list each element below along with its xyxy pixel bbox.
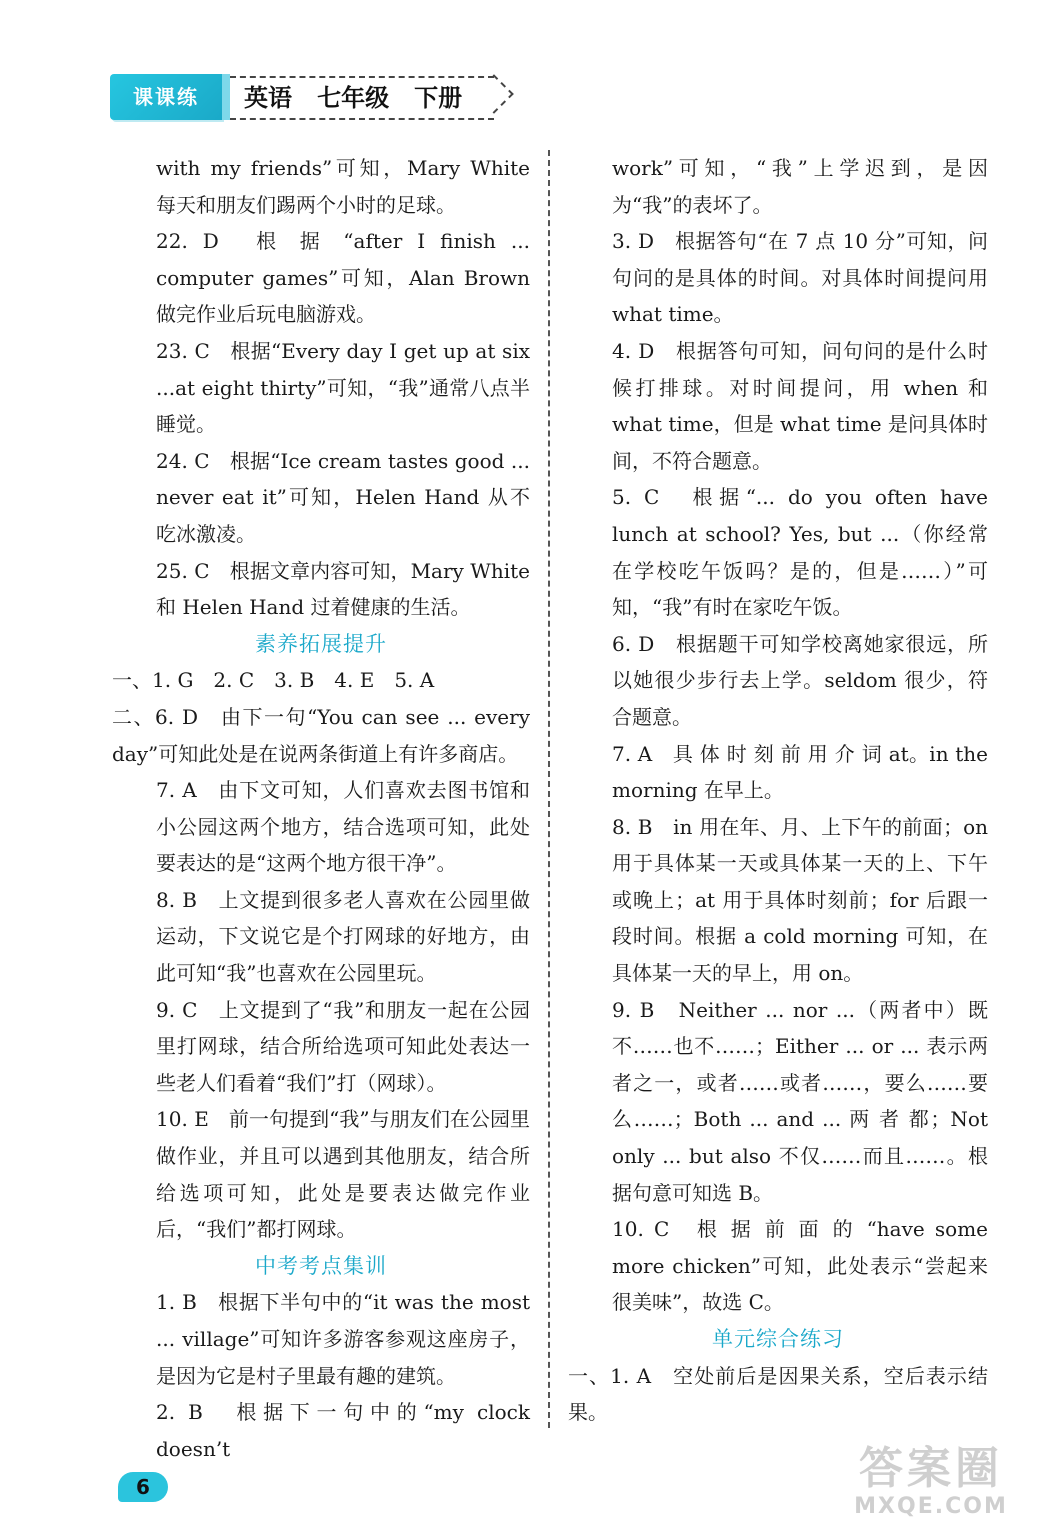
answer-paragraph: 1. B 根据下半句中的“it was the most ... village”可知许多游客参观这座房子，是因为它是村子里最有趣的建筑。 xyxy=(156,1290,530,1388)
left-column xyxy=(112,150,530,1467)
answer-paragraph: 4. D 根据答句可知，问句问的是什么时候打排球。对时间提问，用 when 和 what time，但是 what time 是问具体时间，不符合题意。 xyxy=(612,338,988,473)
section-heading: 素养拓展提升 xyxy=(255,631,387,656)
right-column xyxy=(568,150,988,1431)
brand-logo: 课课练 xyxy=(110,74,222,120)
watermark-text: 答案圈 xyxy=(859,1443,1003,1494)
answer-paragraph: 23. C 根据“Every day I get up at six ...at eight thirty”可知，“我”通常八点半睡觉。 xyxy=(156,338,530,437)
answer-paragraph: 6. D 根据题干可知学校离她家很远，所以她很少步行去上学。seldom 很少，符合题意。 xyxy=(612,631,988,729)
answer-paragraph: 5. C 根据“... do you often have lunch at school? Yes, but ...（你经常在学校吃午饭吗？是的，但是……）”可知，“我”有时在家吃午饭。 xyxy=(612,485,988,620)
answer-paragraph: 9. B Neither ... nor ...（两者中）既不……也不……；Either ... or ... 表示两者之一，或者……或者……，要么……要么……；Both ... and ... 两 者 都；Not only ... but also 不仅……而且……。根据句意可知选 B。 xyxy=(612,997,988,1205)
answer-paragraph: 9. C 上文提到了“我”和朋友一起在公园里打网球，结合所给选项可知此处表达一些老人们看着“我们”打（网球）。 xyxy=(156,997,530,1095)
answer-paragraph: 3. D 根据答句“在 7 点 10 分”可知，问句问的是具体的时间。对具体时间提问用 what time。 xyxy=(612,229,988,327)
section-heading: 中考考点集训 xyxy=(255,1253,387,1278)
section-heading: 单元综合练习 xyxy=(712,1327,844,1351)
answer-paragraph: 7. A 具 体 时 刻 前 用 介 词 at。in the morning 在早上。 xyxy=(612,741,988,803)
page-number: 6 xyxy=(118,1472,168,1502)
answer-paragraph: 22. D 根 据 “after I finish ... computer games”可知，Alan Brown 做完作业后玩电脑游戏。 xyxy=(156,229,530,327)
watermark-logo xyxy=(836,1444,1026,1524)
answer-paragraph: 10. C 根 据 前 面 的 “have some more chicken”可知，此处表示“尝起来很美味”，故选 C。 xyxy=(612,1217,988,1315)
answer-paragraph: 一、1. G 2. C 3. B 4. E 5. A xyxy=(112,668,435,693)
brand-tab-decoration xyxy=(222,74,230,120)
answer-paragraph: 8. B 上文提到很多老人喜欢在公园里做运动，下文说它是个打网球的好地方，由此可知“我”也喜欢在公园里玩。 xyxy=(156,887,530,986)
answer-paragraph: 8. B in 用在年、月、上下午的前面；on 用于具体某一天或具体某一天的上、下午或晚上；at 用于具体时刻前；for 后跟一段时间。根据 a cold morning 可知，在具体某一天的早上，用 on。 xyxy=(612,814,988,986)
answer-paragraph: 2. B 根据下一句中的“my clock doesn’t xyxy=(156,1400,530,1461)
answer-paragraph: 7. A 由下文可知，人们喜欢去图书馆和小公园这两个地方，结合选项可知，此处要表达的是“这两个地方很干净”。 xyxy=(156,778,530,876)
answer-paragraph: work”可知，“我”上学迟到，是因为“我”的表坏了。 xyxy=(612,156,988,217)
answer-paragraph: 一、1. A 空处前后是因果关系，空后表示结果。 xyxy=(568,1363,988,1425)
answer-paragraph: 25. C 根据文章内容可知，Mary White 和 Helen Hand 过着健康的生活。 xyxy=(156,558,530,620)
answer-paragraph: 24. C 根据“Ice cream tastes good ... never eat it”可知，Helen Hand 从不吃冰激凌。 xyxy=(156,448,530,546)
answer-paragraph: 10. E 前一句提到“我”与朋友们在公园里做作业，并且可以遇到其他朋友，结合所给选项可知，此处是要表达做完作业后，“我们”都打网球。 xyxy=(156,1107,530,1242)
answer-paragraph: 二、6. D 由下一句“You can see ... every day”可知此处是在说两条街道上有许多商店。 xyxy=(112,704,530,766)
book-title: 英语 七年级 下册 xyxy=(230,76,494,120)
column-divider xyxy=(548,150,550,1428)
answer-paragraph: with my friends”可知，Mary White 每天和朋友们踢两个小时的足球。 xyxy=(156,156,530,217)
watermark-url: MXQE.COM xyxy=(854,1494,1008,1519)
